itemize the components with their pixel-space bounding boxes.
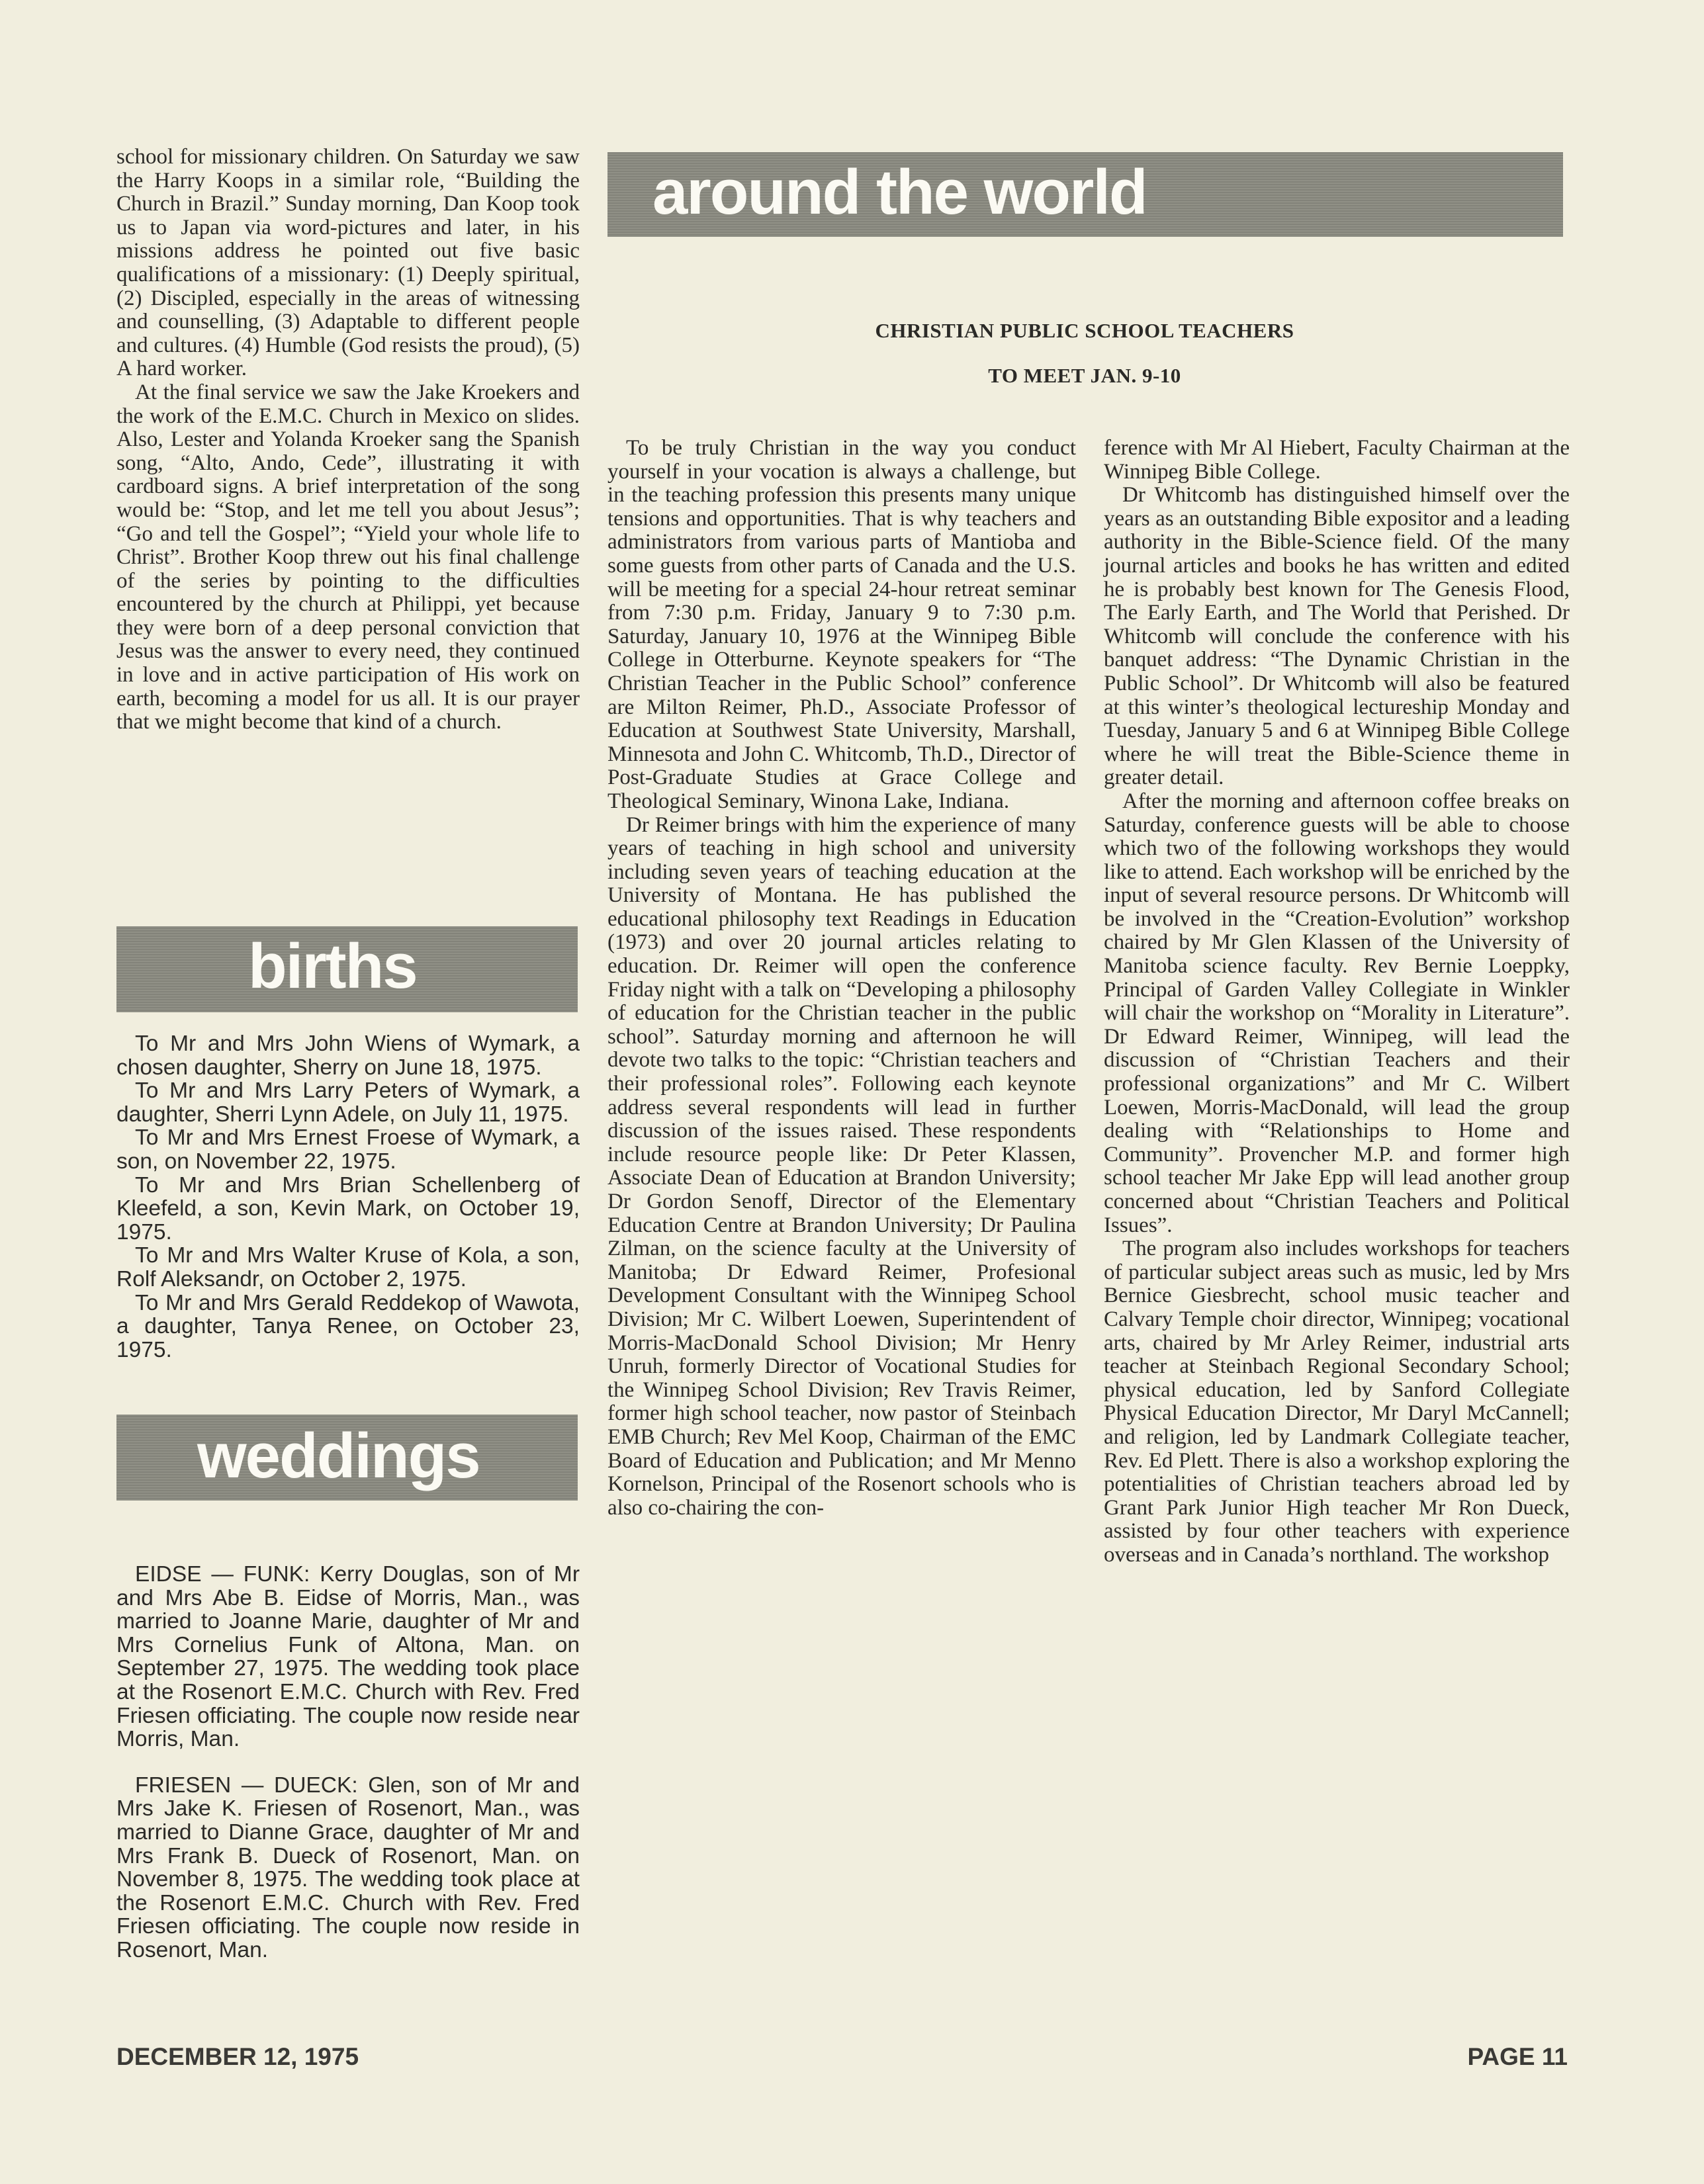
article-middle-column <box>607 437 1076 1520</box>
birth-entry: To Mr and Mrs Gerald Reddekop of Wawota, a daughter, Tanya Renee, on October 23, 1975. <box>116 1290 580 1362</box>
births-list <box>116 1032 580 1362</box>
headline-line-1: CHRISTIAN PUBLIC SCHOOL TEACHERS <box>875 319 1294 342</box>
birth-entry: To Mr and Mrs Ernest Froese of Wymark, a son, on November 22, 1975. <box>116 1125 580 1174</box>
wedding-entry: FRIESEN — DUECK: Glen, son of Mr and Mrs Jake K. Friesen of Rosenort, Man., was married to Dianne Grace, daughter of Mr and Mrs Frank B. Dueck of Rosenort, Man. on November 8, 1975. The wedding took place at the Rosenort E.M.C. Church with Rev. Fred Friesen officiating. The couple now reside in Rosenort, Man. <box>116 1772 580 1962</box>
article-paragraph: Dr Reimer brings with him the experience of many years of teaching in high school and university including seven years of teaching education at the University of Montana. He has published the educational philosophy text Readings in Education (1973) and over 20 journal articles relating to education. Dr. Reimer will open the conference Friday night with a talk on “Developing a philosophy of education for the Christian teacher in the public school”. Saturday morning and afternoon he will devote two talks to the topic: “Christian teachers and their professional roles”. Following each keynote address several respondents will lead in further discussion of the issues raised. These respondents include resource people like: Dr Peter Klassen, Associate Dean of Education at Brandon University; Dr Gordon Senoff, Director of the Elementary Education Centre at Brandon University; Dr Paulina Zilman, on the science faculty at the University of Manitoba; Dr Edward Reimer, Profesional Development Consultant with the Winnipeg School Division; Mr C. Wilbert Loewen, Superintendent of Morris-MacDonald School Division; Mr Henry Unruh, formerly Director of Vocational Studies for the Winnipeg School Division; Rev Travis Reimer, former high school teacher, now pastor of Steinbach EMB Church; Rev Mel Koop, Chairman of the EMC Board of Education and Publication; and Mr Menno Kornelson, Principal of the Rosenort schools who is also co-chairing the con- <box>607 812 1076 1520</box>
article-paragraph: The program also includes workshops for teachers of particular subject areas such as music, led by Mrs Bernice Giesbrecht, school music teacher and Calvary Temple choir director, Winnipeg; vocational arts, chaired by Mr Arley Reimer, industrial arts teacher at Steinbach Regional Secondary School; physical education, led by Sanford Collegiate Physical Education Director, Mr Daryl McCannell; and religion, led by Landmark Collegiate teacher, Rev. Ed Plett. There is also a workshop exploring the potentialities of Christian teachers abroad led by Grant Park Junior High teacher Mr Ron Dueck, assisted by four other teachers with experience overseas and in Canada’s northland. The workshop <box>1104 1237 1570 1567</box>
birth-entry: To Mr and Mrs Larry Peters of Wymark, a daughter, Sherri Lynn Adele, on July 11, 1975. <box>116 1078 580 1127</box>
around-the-world-title: around the world <box>652 157 1147 228</box>
final-service-paragraph: At the final service we saw the Jake Kroekers and the work of the E.M.C. Church in Mexico on slides. Also, Lester and Yolanda Kroeker sang the Spanish song, “Alto, Ando, Cede”, illustrating it with cardboard signs. A brief interpretation of the song would be: “Stop, and let me tell you about Jesus”; “Go and tell the Gospel”; “Yield your whole life to Christ”. Brother Koop threw out his final challenge of the series by pointing to the difficulties encountered by the church at Philippi, yet because they were born of a deep personal conviction that Jesus was the answer to every need, they continued in love and in active participation of His work on earth, becoming a model for us all. It is our prayer that we might become that kind of a church. <box>116 380 580 734</box>
birth-entry: To Mr and Mrs John Wiens of Wymark, a chosen daughter, Sherry on June 18, 1975. <box>116 1031 580 1080</box>
article-right-column <box>1104 437 1570 1567</box>
article-paragraph: To be truly Christian in the way you conduct yourself in your vocation is always a challenge, but in the teaching profession this presents many unique tensions and opportunities. That is why teachers and administrators from various parts of Mantioba and some guests from other parts of Canada and the U.S. will be meeting for a special 24-hour retreat seminar from 7:30 p.m. Friday, January 9 to 7:30 p.m. Saturday, January 10, 1976 at the Winnipeg Bible College in Otterburne. Keynote speakers for “The Christian Teacher in the Public School” conference are Milton Reimer, Ph.D., Associate Professor of Education at Southwest State University, Marshall, Minnesota and John C. Whitcomb, Th.D., Director of Post-Graduate Studies at Grace College and Theological Seminary, Winona Lake, Indiana. <box>607 436 1076 813</box>
left-column <box>116 146 580 734</box>
wedding-entry: EIDSE — FUNK: Kerry Douglas, son of Mr and Mrs Abe B. Eidse of Morris, Man., was married to Joanne Marie, daughter of Mr and Mrs Cornelius Funk of Altona, Man. on September 27, 1975. The wedding took place at the Rosenort E.M.C. Church with Rev. Fred Friesen officiating. The couple now reside near Morris, Man. <box>116 1562 580 1752</box>
issue-date: DECEMBER 12, 1975 <box>116 2043 359 2070</box>
page-number: PAGE 11 <box>1467 2043 1568 2070</box>
headline-line-2: TO MEET JAN. 9-10 <box>988 364 1181 387</box>
article-paragraph: ference with Mr Al Hiebert, Faculty Chairman at the Winnipeg Bible College. <box>1104 436 1570 484</box>
weddings-title: weddings <box>197 1420 480 1491</box>
weddings-banner <box>116 1415 578 1501</box>
around-the-world-banner <box>607 152 1563 237</box>
births-banner <box>116 926 578 1012</box>
birth-entry: To Mr and Mrs Brian Schellenberg of Kleefeld, a son, Kevin Mark, on October 19, 1975. <box>116 1172 580 1245</box>
births-title: births <box>248 931 417 1002</box>
weddings-list <box>116 1563 580 1962</box>
article-paragraph: After the morning and afternoon coffee breaks on Saturday, conference guests will be able to choose which two of the following workshops they would like to attend. Each workshop will be enriched by the input of several resource persons. Dr Whitcomb will be involved in the “Creation-Evolution” workshop chaired by Mr Glen Klassen of the University of Manitoba science faculty. Rev Bernie Loeppky, Principal of Garden Valley Collegiate in Winkler will chair the workshop on “Morality in Literature”. Dr Edward Reimer, Winnipeg, will lead the discussion of “Christian Teachers and their professional organizations” and Mr C. Wilbert Loewen, Morris-MacDonald, will lead the group dealing with “Relationships to Home and Community”. Provencher M.P. and former high school teacher Mr Jake Epp will lead another group concerned about “Christian Teachers and Political Issues”. <box>1104 789 1570 1237</box>
missionary-paragraph: school for missionary children. On Saturday we saw the Harry Koops in a similar role, “Building the Church in Brazil.” Sunday morning, Dan Koop took us to Japan via word-pictures and later, in his missions address he pointed out five basic qualifications of a missionary: (1) Deeply spiritual, (2) Discipled, especially in the areas of witnessing and counselling, (3) Adaptable to different people and cultures. (4) Humble (God resists the proud), (5) A hard worker. <box>116 145 580 381</box>
birth-entry: To Mr and Mrs Walter Kruse of Kola, a son, Rolf Aleksandr, on October 2, 1975. <box>116 1243 580 1291</box>
article-paragraph: Dr Whitcomb has distinguished himself over the years as an outstanding Bible expositor and a leading authority in the Bible-Science field. Of the many journal articles and books he has written and edited he is probably best known for The Genesis Flood, The Early Earth, and The World that Perished. Dr Whitcomb will conclude the conference with his banquet address: “The Dynamic Christian in the Public School”. Dr Whitcomb will also be featured at this winter’s theological lectureship Monday and Tuesday, January 5 and 6 at Winnipeg Bible College where he will treat the Bible-Science theme in greater detail. <box>1104 483 1570 790</box>
